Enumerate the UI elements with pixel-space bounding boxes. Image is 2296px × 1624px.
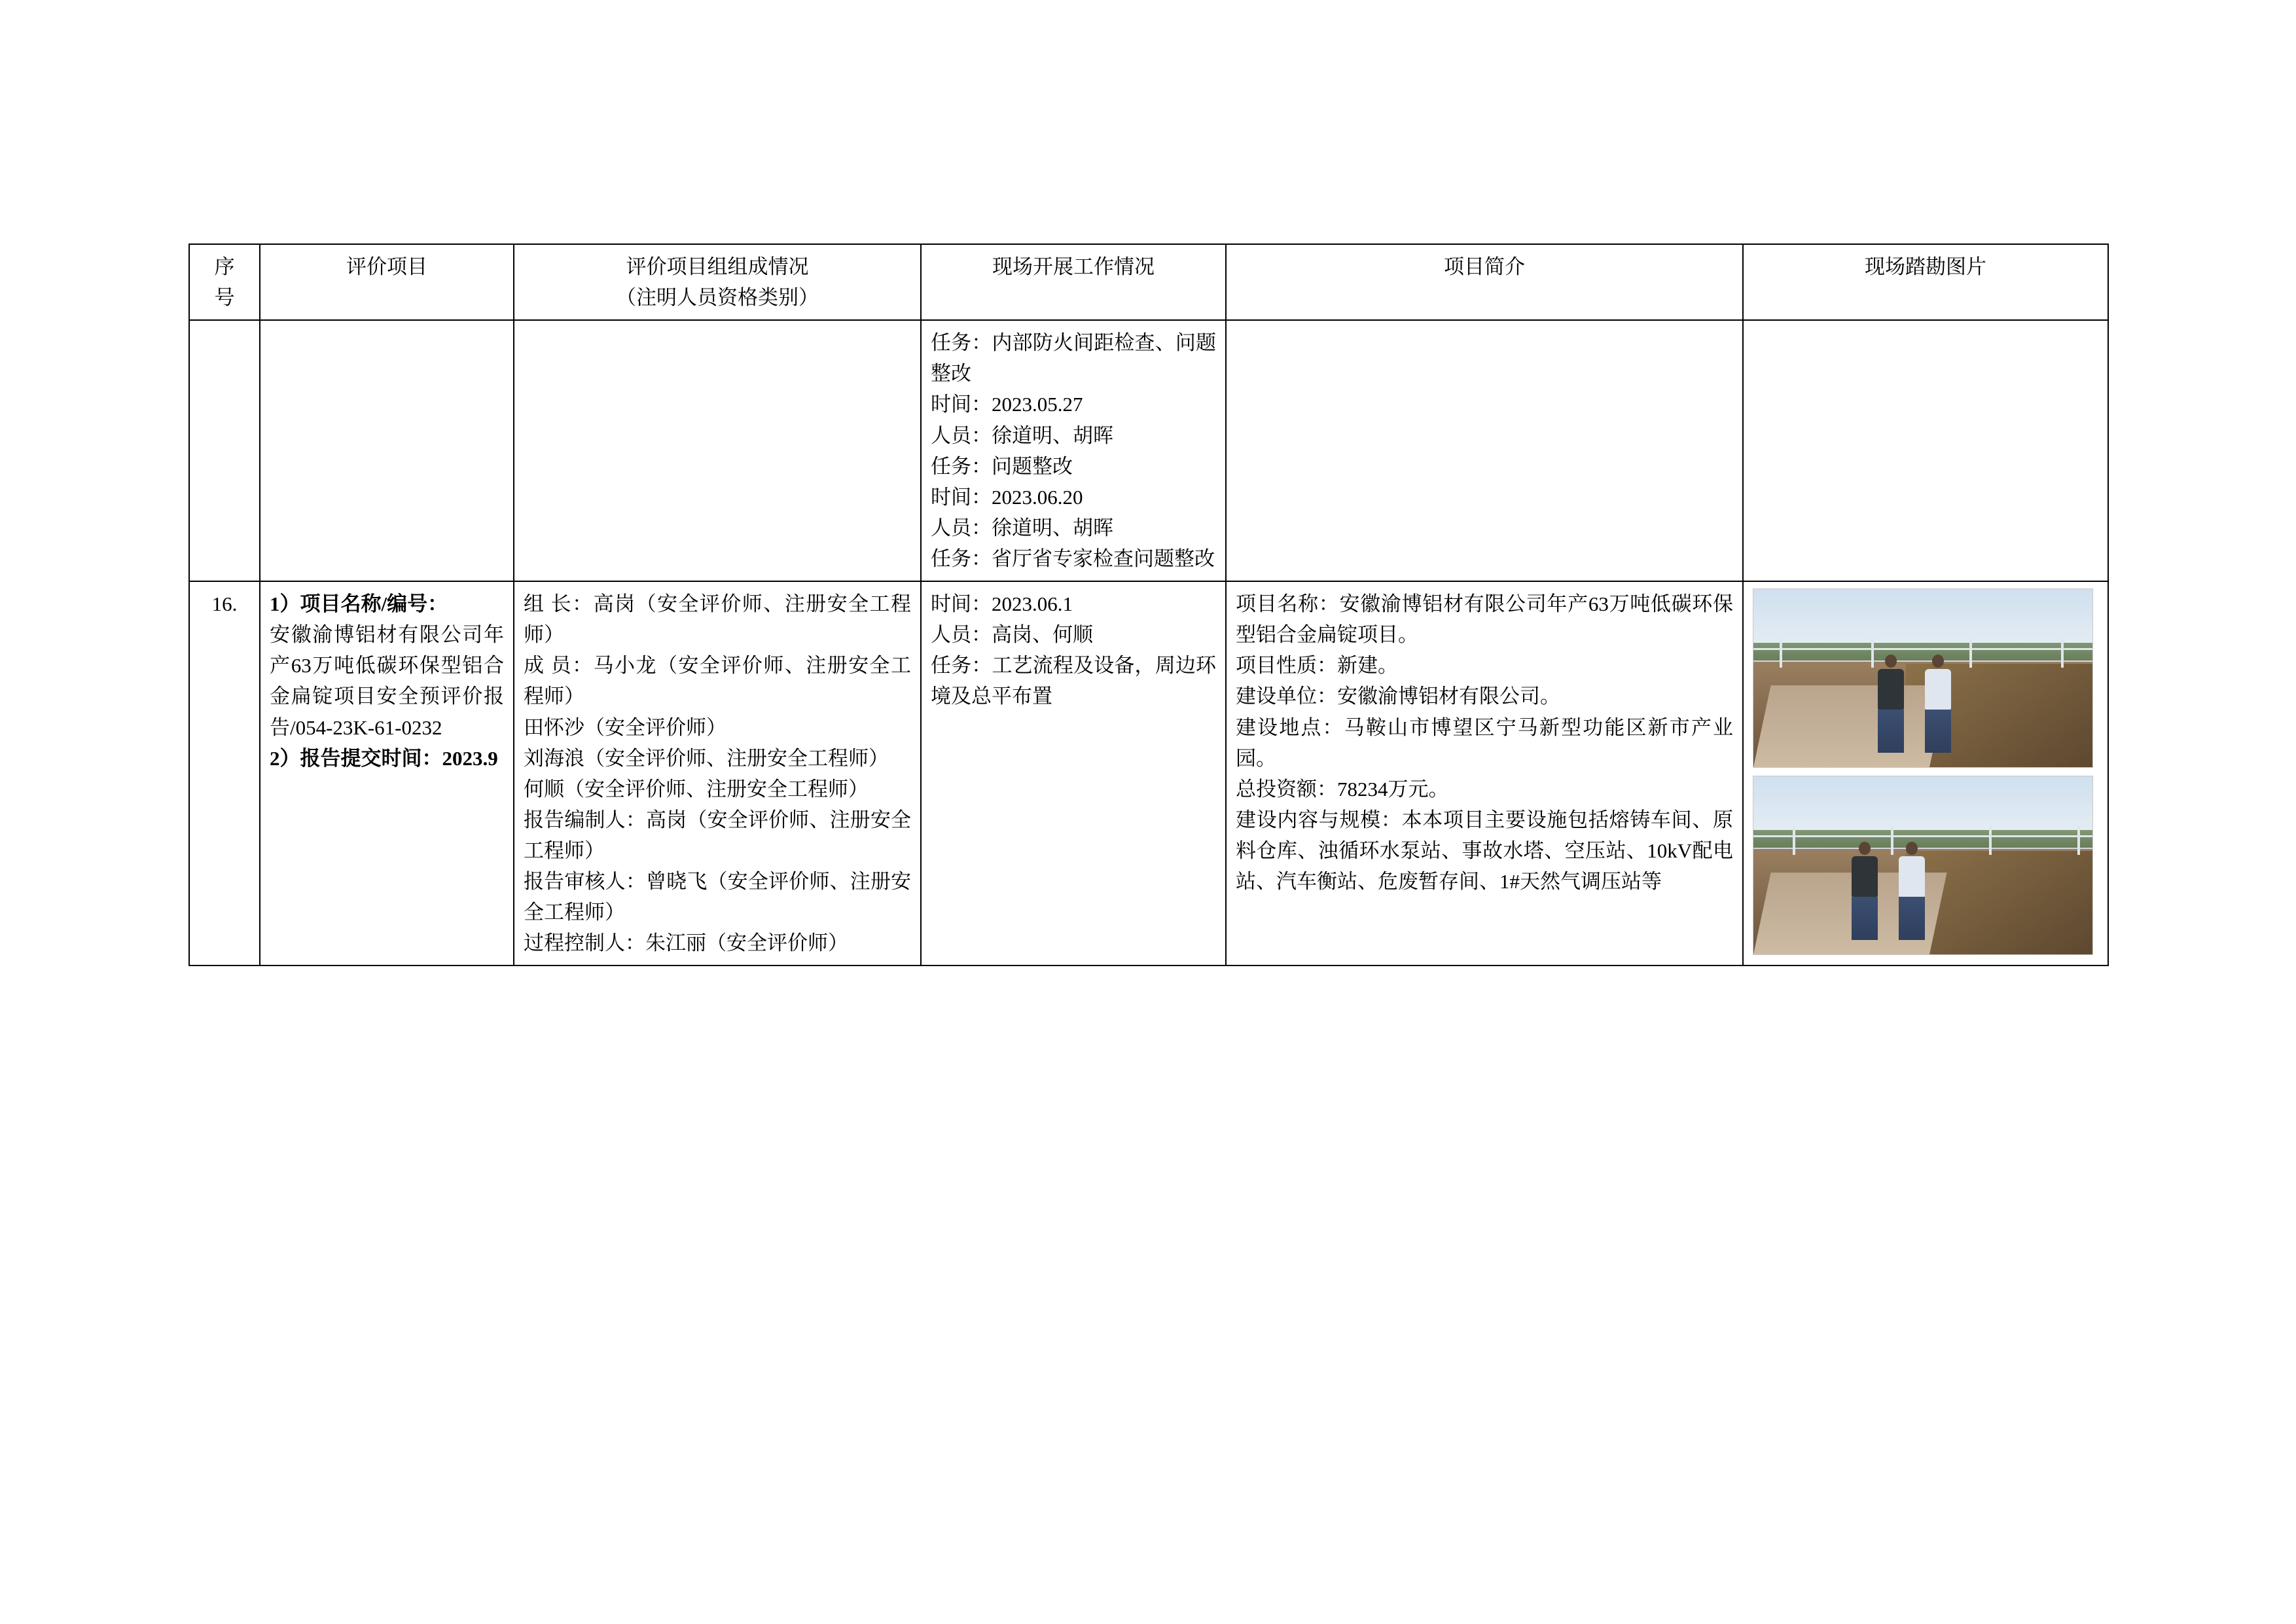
- site-work-line: 任务：内部防火间距检查、问题整改: [931, 331, 1216, 386]
- photo-fence-post: [1989, 826, 1992, 855]
- team-line: 报告编制人：高岗（安全评价师、注册安全工程师）: [524, 808, 911, 862]
- photo-pavement: [1753, 685, 1947, 767]
- header-cell-intro: 项目简介: [1226, 244, 1743, 320]
- site-work-line: 人员：徐道明、胡晖: [931, 424, 1113, 447]
- table-header: [189, 244, 2108, 320]
- person-torso: [1878, 669, 1904, 710]
- table-row: [189, 581, 2108, 965]
- person-head: [1859, 842, 1871, 855]
- team-line: 组 长：高岗（安全评价师、注册安全工程师）: [524, 592, 911, 647]
- table-header-row: [189, 244, 2108, 320]
- photo-person-left: [1878, 655, 1904, 753]
- team-line: 田怀沙（安全评价师）: [524, 715, 726, 739]
- photo-fence-post: [1891, 826, 1893, 855]
- site-work-line: 人员：高岗、何顺: [931, 623, 1093, 647]
- intro-line: 建设地点：马鞍山市博望区宁马新型功能区新市产业园。: [1236, 715, 1733, 770]
- team-line: 刘海浪（安全评价师、注册安全工程师）: [524, 746, 889, 770]
- photo-fence-wire-top: [1753, 835, 2092, 837]
- header-cell-photos: 现场踏勘图片: [1743, 244, 2108, 320]
- photo-fence-wire-bottom: [1753, 660, 2092, 662]
- header-seq-line2: 号: [214, 286, 235, 310]
- evaluation-projects-table: [188, 244, 2109, 966]
- site-work-line: 时间：2023.06.1: [931, 592, 1073, 616]
- person-head: [1906, 842, 1918, 855]
- cell-photos: [1743, 320, 2108, 581]
- team-line: 何顺（安全评价师、注册安全工程师）: [524, 777, 869, 801]
- site-work-line: 任务：省厅省专家检查问题整改: [931, 547, 1215, 570]
- intro-line: 项目名称：安徽渝博铝材有限公司年产63万吨低碳环保型铝合金扁锭项目。: [1236, 592, 1733, 647]
- person-head: [1885, 655, 1897, 668]
- photo-fence-post: [1871, 639, 1874, 668]
- photo-fence-post: [2077, 826, 2080, 855]
- intro-line: 项目性质：新建。: [1236, 654, 1398, 677]
- person-legs: [1878, 710, 1904, 753]
- person-torso: [1852, 856, 1878, 897]
- cell-project: [260, 581, 514, 965]
- intro-line: 建设单位：安徽渝博铝材有限公司。: [1236, 685, 1560, 708]
- team-line: 过程控制人：朱江丽（安全评价师）: [524, 931, 848, 955]
- table-row: [189, 320, 2108, 581]
- site-survey-photo-2: [1753, 776, 2093, 955]
- header-team-line2: （注明人员资格类别）: [616, 286, 819, 310]
- header-cell-project: 评价项目: [260, 244, 514, 320]
- photo-fence-post: [2061, 639, 2064, 668]
- cell-team: [514, 320, 921, 581]
- photo-fence-post: [1780, 639, 1782, 668]
- site-work-line: 任务：工艺流程及设备，周边环境及总平布置: [931, 654, 1216, 708]
- person-legs: [1899, 897, 1925, 940]
- photo-fence-wire-top: [1753, 648, 2092, 650]
- intro-line: 建设内容与规模：本本项目主要设施包括熔铸车间、原料仓库、浊循环水泵站、事故水塔、空压站、10kV配电站、汽车衡站、危废暂存间、1#天然气调压站等: [1236, 808, 1733, 893]
- site-work-line: 任务：问题整改: [931, 454, 1073, 478]
- photo-person-right: [1899, 842, 1925, 940]
- person-head: [1932, 655, 1944, 668]
- site-work-line: 人员：徐道明、胡晖: [931, 516, 1113, 539]
- cell-seq: 16.: [189, 581, 260, 965]
- project-name-label: 1）项目名称/编号：: [270, 592, 448, 616]
- site-survey-photo-1: [1753, 588, 2093, 768]
- photo-treeline: [1753, 643, 2092, 660]
- cell-seq: [189, 320, 260, 581]
- photo-fence-post: [1793, 826, 1795, 855]
- report-submit-time: 2）报告提交时间：2023.9: [270, 746, 498, 770]
- team-line: 报告审核人：曾晓飞（安全评价师、注册安全工程师）: [524, 870, 911, 924]
- person-torso: [1899, 856, 1925, 897]
- cell-intro: [1226, 581, 1743, 965]
- header-cell-team: [514, 244, 921, 320]
- header-team-line1: 评价项目组组成情况: [626, 255, 809, 278]
- header-cell-site-work: 现场开展工作情况: [921, 244, 1226, 320]
- table-body: [189, 320, 2108, 965]
- site-work-line: 时间：2023.05.27: [931, 393, 1083, 416]
- header-seq-line1: 序: [214, 255, 235, 278]
- person-torso: [1925, 669, 1951, 710]
- site-work-line: 时间：2023.06.20: [931, 485, 1083, 509]
- photo-person-left: [1852, 842, 1878, 940]
- intro-line: 总投资额：78234万元。: [1236, 777, 1449, 801]
- person-legs: [1925, 710, 1951, 753]
- header-cell-seq: [189, 244, 260, 320]
- photo-person-right: [1925, 655, 1951, 753]
- cell-photos: [1743, 581, 2108, 965]
- photo-fence-post: [1969, 639, 1972, 668]
- cell-site-work: [921, 581, 1226, 965]
- team-line: 成 员：马小龙（安全评价师、注册安全工程师）: [524, 654, 911, 708]
- project-name-value: 安徽渝博铝材有限公司年产63万吨低碳环保型铝合金扁锭项目安全预评价报告/054-23K-61-0232: [270, 623, 504, 739]
- person-legs: [1852, 897, 1878, 940]
- cell-team: [514, 581, 921, 965]
- cell-site-work: [921, 320, 1226, 581]
- cell-project: [260, 320, 514, 581]
- cell-intro: [1226, 320, 1743, 581]
